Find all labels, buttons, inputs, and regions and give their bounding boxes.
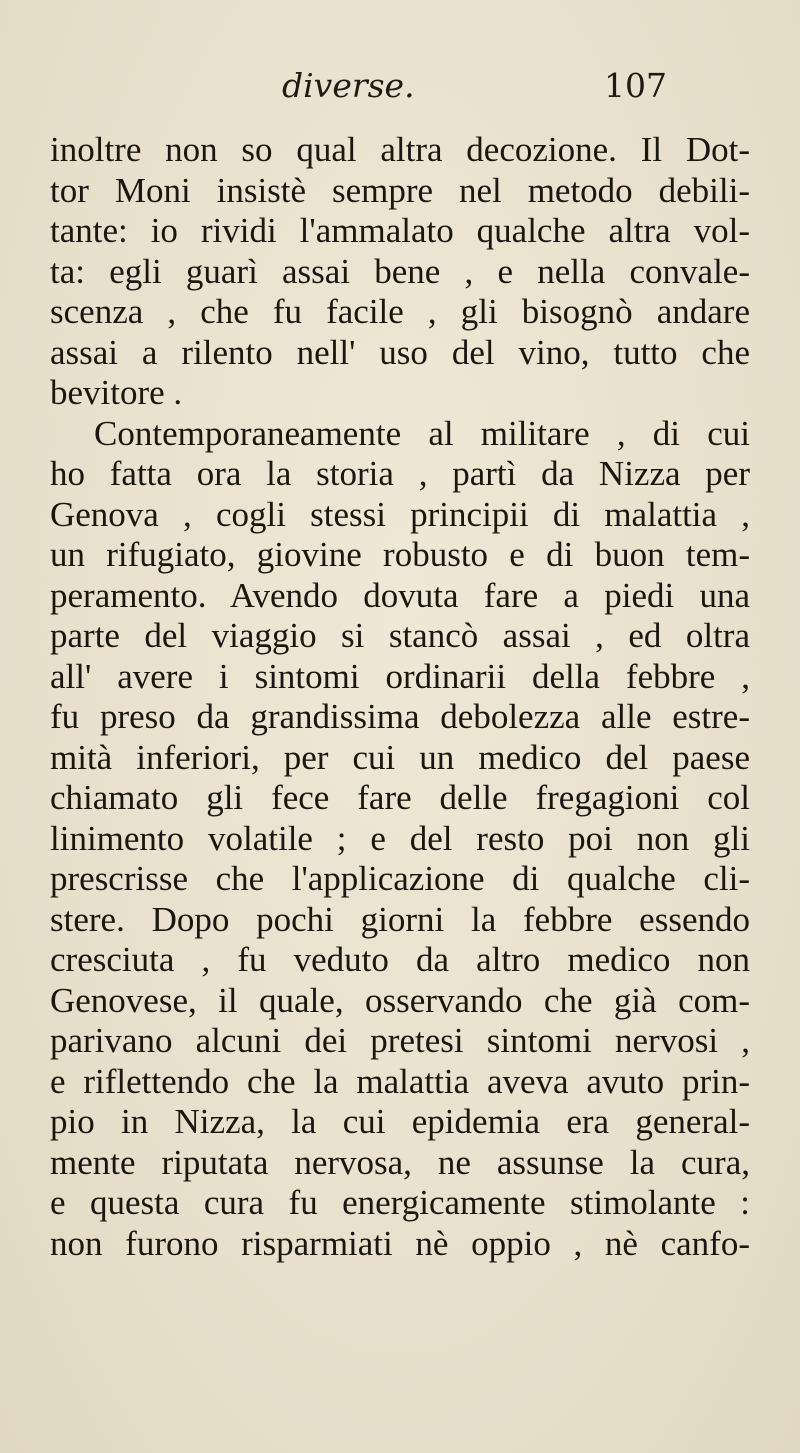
text-line: parivano alcuni dei pretesi sintomi nervosi , — [50, 1021, 750, 1060]
text-line: ho fatta ora la storia , partì da Nizza per — [50, 454, 750, 493]
text-line: linimento volatile ; e del resto poi non gli — [50, 818, 750, 858]
text-line: pio in Nizza, la cui epidemia era general- — [50, 1102, 750, 1141]
text-line: stere. Dopo pochi giorni la febbre essendo — [50, 899, 750, 939]
page-number: 107 — [604, 66, 667, 105]
text-line: inoltre non so qual altra decozione. Il Dot- — [50, 130, 750, 169]
text-line: assai a rilento nell' uso del vino, tutto che — [50, 332, 750, 372]
text-line: parte del viaggio si stancò assai , ed oltra — [50, 616, 750, 655]
text-line: tante: io rividi l'ammalato qualche altra vol- — [50, 211, 750, 250]
text-line: non furono risparmiati nè oppio , nè canfo- — [50, 1223, 750, 1263]
text-line: bevitore . — [50, 373, 183, 412]
text-line: mente riputata nervosa, ne assunse la cura, — [50, 1142, 750, 1182]
text-line: chiamato gli fece fare delle fregagioni col — [50, 778, 750, 817]
text-line: ta: egli guarì assai bene , e nella convale- — [50, 251, 750, 291]
text-line: Contemporaneamente al militare , di cui — [94, 413, 750, 453]
text-line: scenza , che fu facile , gli bisognò andare — [50, 292, 750, 331]
text-line: e questa cura fu energicamente stimolante : — [50, 1183, 750, 1222]
text-line: un rifugiato, giovine robusto e di buon tem- — [50, 535, 750, 574]
text-line: prescrisse che l'applicazione di qualche cli- — [50, 859, 750, 898]
text-line: e riflettendo che la malattia aveva avuto prin- — [50, 1061, 750, 1101]
text-line: Genovese, il quale, osservando che già com- — [50, 980, 750, 1020]
running-head: diverse. — [282, 66, 415, 105]
text-line: tor Moni insistè sempre nel metodo debili- — [50, 170, 750, 210]
page-header — [0, 66, 800, 116]
text-line: cresciuta , fu veduto da altro medico non — [50, 940, 750, 979]
text-line: Genova , cogli stessi principii di malattia , — [50, 494, 750, 534]
text-line: peramento. Avendo dovuta fare a piedi una — [50, 575, 750, 615]
text-line: mità inferiori, per cui un medico del paese — [50, 737, 750, 777]
text-line: fu preso da grandissima debolezza alle estre- — [50, 697, 750, 736]
body-text — [50, 130, 750, 1264]
text-line: all' avere i sintomi ordinarii della febbre , — [50, 656, 750, 696]
